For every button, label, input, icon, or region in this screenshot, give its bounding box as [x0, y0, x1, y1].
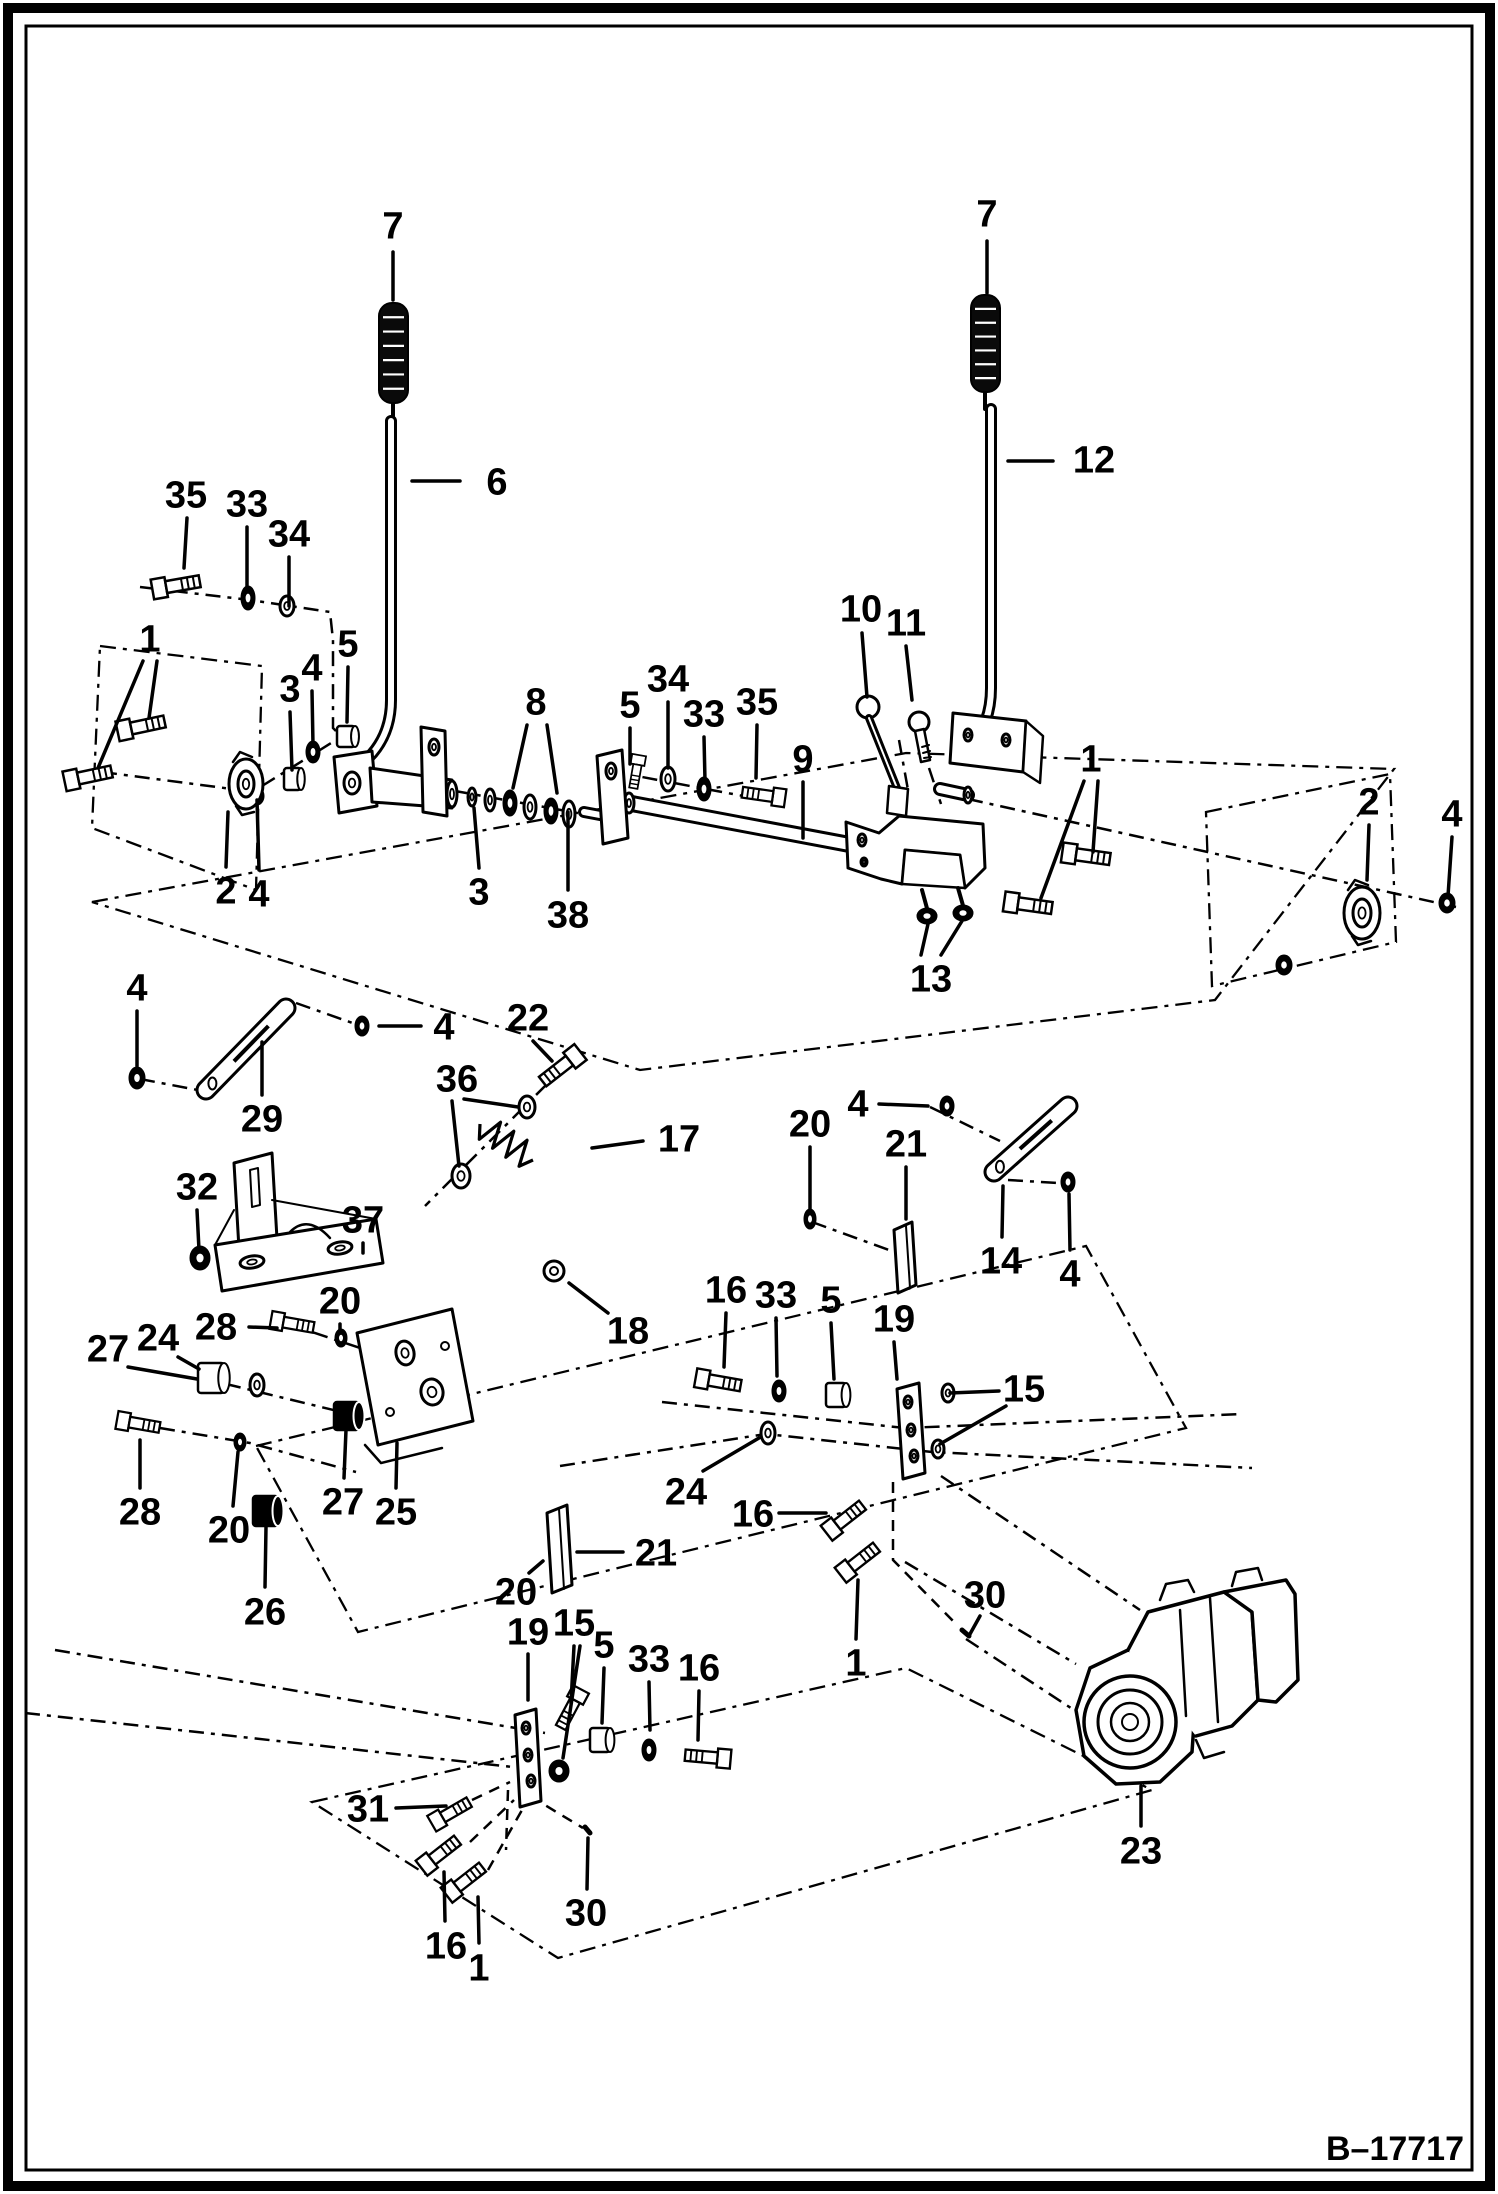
callout-23: 23: [1119, 1830, 1163, 1873]
washer-33-bore: [647, 1746, 652, 1754]
callout-4: 4: [1441, 793, 1463, 836]
leader-line: [226, 812, 228, 867]
flange-bearing-2-left-bore: [238, 771, 254, 797]
washer-33-bore: [246, 594, 251, 603]
callout-16: 16: [704, 1269, 748, 1312]
washer-33-bore: [777, 1387, 782, 1395]
callout-4: 4: [433, 1006, 455, 1049]
washer-8: [524, 795, 536, 819]
callout-20: 20: [318, 1280, 362, 1323]
stub-end: [964, 787, 972, 803]
flange-bearing-2-right-bore: [1353, 899, 1371, 927]
bushing-26: [253, 1496, 284, 1526]
callout-4: 4: [248, 873, 270, 916]
callout-30: 30: [564, 1892, 608, 1935]
leader-line: [290, 712, 292, 770]
nut-3-bore: [1281, 961, 1287, 968]
leader-line: [444, 1872, 445, 1921]
leader-line: [1367, 825, 1369, 880]
callout-17: 17: [657, 1118, 701, 1161]
leader-line: [649, 1682, 650, 1730]
callout-33: 33: [225, 483, 269, 526]
callout-2: 2: [1358, 781, 1380, 824]
leader-line: [249, 1327, 277, 1328]
leader-line: [756, 725, 757, 778]
link-19-hole: [910, 1450, 918, 1462]
callout-29: 29: [240, 1098, 284, 1141]
callout-22: 22: [506, 997, 550, 1040]
leader-line: [704, 737, 705, 781]
leader-line: [347, 667, 348, 722]
leader-line: [724, 1313, 726, 1367]
nut-34: [280, 596, 294, 616]
bracket-hole: [964, 729, 972, 741]
callout-27: 27: [86, 1328, 130, 1371]
callout-6: 6: [486, 461, 508, 504]
washer-8-bore: [549, 806, 554, 816]
leader-line: [257, 800, 259, 870]
link-19-hole: [527, 1775, 535, 1787]
leader-line: [1002, 1186, 1003, 1237]
grommet-18-bore: [550, 1267, 558, 1275]
callout-5: 5: [619, 684, 641, 727]
callout-10: 10: [839, 588, 883, 631]
bushing-5: [590, 1728, 614, 1752]
callout-1: 1: [139, 618, 161, 661]
washer-24: [761, 1422, 775, 1444]
callout-1: 1: [468, 1947, 490, 1990]
washer-4-bore: [134, 1074, 140, 1082]
clip-3: [468, 788, 476, 806]
washer-4-bore: [945, 1102, 950, 1109]
leader-line: [856, 1580, 858, 1639]
callout-4: 4: [1059, 1253, 1081, 1296]
pivot-plate-25: [357, 1309, 473, 1445]
callout-19: 19: [506, 1611, 550, 1654]
callout-30: 30: [963, 1574, 1007, 1617]
leader-line: [587, 1838, 588, 1889]
callout-36: 36: [435, 1058, 479, 1101]
u-bracket-hole: [858, 834, 866, 846]
callout-11: 11: [885, 602, 927, 645]
plate-25-hole: [386, 1408, 394, 1416]
washer-36: [452, 1164, 470, 1188]
leader-line: [698, 1691, 699, 1740]
leader-line: [396, 1806, 446, 1808]
washer-4-bore: [311, 748, 316, 756]
link-19-hole: [904, 1396, 912, 1408]
washer-36: [519, 1096, 535, 1118]
callout-5: 5: [820, 1279, 842, 1322]
leader-line: [396, 1443, 397, 1488]
washer-34: [661, 767, 675, 791]
link-19-hole: [524, 1749, 532, 1761]
callout-5: 5: [593, 1624, 615, 1667]
callout-28: 28: [118, 1491, 162, 1534]
clevis-hole: [606, 763, 616, 779]
leader-line: [950, 1391, 999, 1393]
washer-33-bore: [702, 785, 707, 794]
u-bracket-inner: [902, 850, 965, 888]
callout-20: 20: [788, 1103, 832, 1146]
nut-13-bore: [959, 910, 966, 916]
callout-19: 19: [872, 1298, 916, 1341]
callout-32: 32: [175, 1166, 219, 1209]
callout-7: 7: [382, 205, 404, 248]
link-21: [894, 1222, 916, 1293]
leader-line: [344, 1430, 346, 1478]
washer-8: [485, 789, 495, 811]
callout-33: 33: [754, 1274, 798, 1317]
callout-34: 34: [267, 513, 311, 556]
leader-line: [478, 1897, 479, 1943]
nut-32-bore: [196, 1254, 203, 1263]
washer-20-bore: [238, 1439, 242, 1445]
rod-10-fork: [887, 786, 908, 816]
callout-1: 1: [1080, 738, 1102, 781]
strap-29-hole: [208, 1077, 216, 1089]
strap-14-hole: [996, 1161, 1004, 1173]
leader-line: [312, 691, 313, 745]
callout-3: 3: [468, 871, 490, 914]
nut-13-bore: [923, 913, 930, 919]
callout-20: 20: [494, 1571, 538, 1614]
link-19-hole: [907, 1424, 915, 1436]
callout-25: 25: [374, 1491, 418, 1534]
callout-15: 15: [1002, 1368, 1046, 1411]
leader-line: [602, 1668, 604, 1723]
bushing-3: [284, 768, 305, 790]
nut-4-bore: [1444, 899, 1450, 906]
shaft-left-stub-bore: [584, 812, 600, 815]
callout-28: 28: [194, 1306, 238, 1349]
bracket-37-slot: [250, 1168, 260, 1207]
callout-20: 20: [207, 1509, 251, 1552]
callout-7: 7: [976, 193, 998, 236]
bushing-27: [198, 1363, 230, 1393]
washer-4-bore: [360, 1022, 365, 1029]
callout-4: 4: [847, 1083, 869, 1126]
callout-13: 13: [909, 958, 953, 1001]
callout-15: 15: [552, 1602, 596, 1645]
bushing-27: [334, 1402, 365, 1430]
leader-line: [265, 1527, 266, 1587]
leader-line: [1069, 1194, 1070, 1250]
callout-5: 5: [337, 623, 359, 666]
figure-id-label: B–17717: [1325, 2130, 1464, 2168]
nut-15-bore: [555, 1767, 562, 1775]
callout-21: 21: [634, 1532, 678, 1575]
callout-18: 18: [606, 1310, 650, 1353]
pump-23-shaft: [1122, 1714, 1138, 1730]
callout-4: 4: [126, 967, 148, 1010]
leader-line: [776, 1318, 777, 1376]
callout-33: 33: [682, 693, 726, 736]
ear-hole: [429, 739, 439, 755]
callout-26: 26: [243, 1591, 287, 1634]
callout-2: 2: [215, 870, 237, 913]
callout-16: 16: [677, 1647, 721, 1690]
leader-line: [879, 1104, 928, 1106]
callout-4: 4: [301, 647, 323, 690]
callout-24: 24: [136, 1317, 180, 1360]
washer-20-bore: [808, 1215, 812, 1222]
washer-4-bore: [1066, 1178, 1071, 1185]
bushing-5: [826, 1383, 850, 1407]
callout-27: 27: [321, 1481, 365, 1524]
callout-9: 9: [792, 738, 814, 781]
plate-25-hole: [441, 1342, 449, 1350]
callout-31: 31: [346, 1788, 390, 1831]
bracket-hole: [1002, 734, 1010, 746]
stub-end: [447, 781, 457, 807]
washer-24: [250, 1374, 264, 1396]
callout-14: 14: [979, 1240, 1023, 1283]
washer-20-bore: [339, 1335, 343, 1341]
callout-3: 3: [279, 668, 301, 711]
link-19-hole: [522, 1722, 530, 1734]
callout-34: 34: [646, 658, 690, 701]
spacer-5: [337, 726, 359, 747]
callout-16: 16: [731, 1493, 775, 1536]
callout-38: 38: [546, 894, 590, 937]
callout-12: 12: [1072, 439, 1116, 482]
lever-12-bracket: [950, 713, 1026, 772]
callout-37: 37: [341, 1199, 385, 1242]
lever-6-hub: [344, 772, 360, 794]
callout-16: 16: [424, 1925, 468, 1968]
washer-8-bore: [508, 798, 513, 808]
callout-35: 35: [164, 474, 208, 517]
callout-21: 21: [884, 1123, 928, 1166]
callout-24: 24: [664, 1471, 708, 1514]
callout-1: 1: [845, 1642, 867, 1685]
callout-33: 33: [627, 1638, 671, 1681]
callout-8: 8: [525, 681, 547, 724]
leader-line: [197, 1210, 199, 1250]
callout-35: 35: [735, 681, 779, 724]
